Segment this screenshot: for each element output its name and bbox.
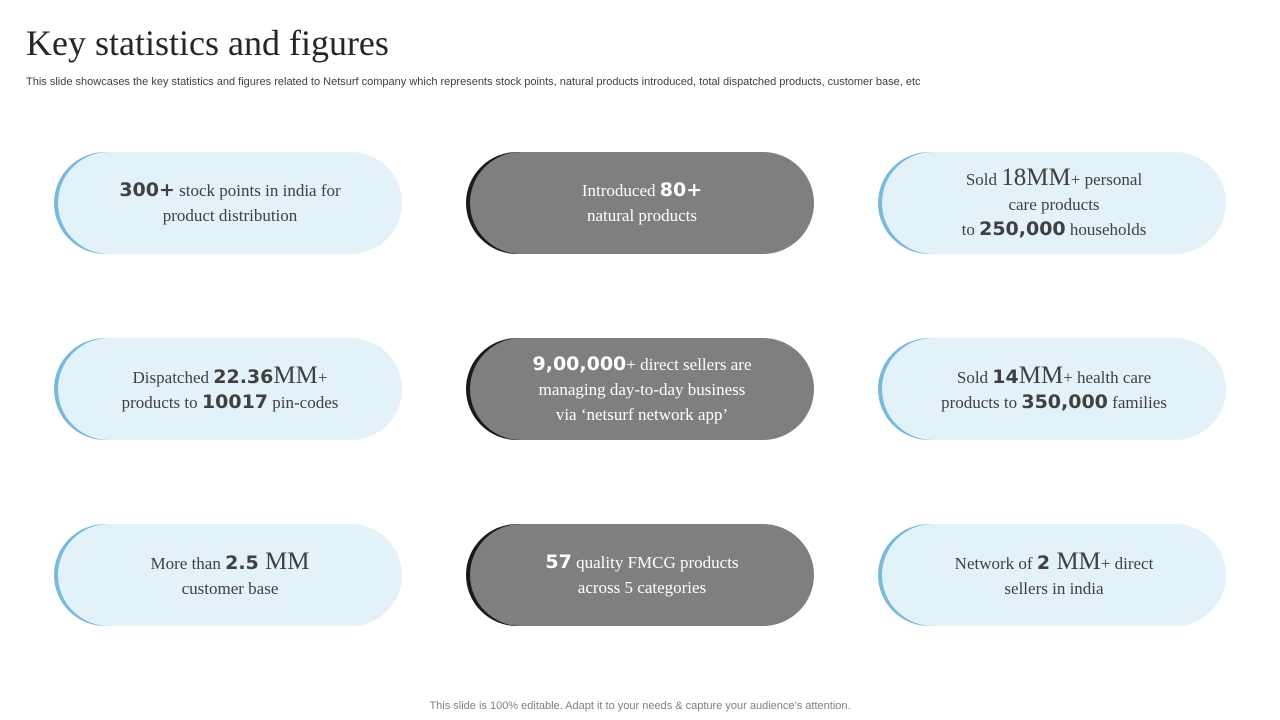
stat-value: 250,000 [979,217,1066,240]
stat-value: 14 [992,366,1019,388]
stat-label: More than [150,554,226,573]
stat-label: customer base [181,579,279,598]
stat-unit: MM [1018,362,1064,389]
stat-label: Sold [956,368,993,387]
stat-label: via ‘netsurf network app’ [555,404,729,424]
stat-value: 10017 [201,391,269,413]
stat-label: + direct sellers are [626,354,752,374]
stat-customer-base [58,524,402,626]
stat-network [882,524,1226,626]
stat-label: across 5 categories [577,578,707,597]
stat-label: Network of [954,554,1037,573]
stat-label: quality FMCG products [571,553,739,572]
stat-label: households [1065,219,1147,239]
stat-label: products to [121,393,202,412]
stat-label: to [961,219,980,239]
stat-natural-products [470,152,814,254]
stat-health-care-text [941,363,1167,415]
stat-label: natural products [586,206,697,225]
stat-unit: MM [273,362,318,389]
stat-direct-sellers-text [533,352,752,427]
stat-value: 350,000 [1021,391,1108,413]
stat-label: products to [941,393,1022,412]
stat-dispatched [58,338,402,440]
stat-value: 18MM [1001,163,1071,191]
stat-personal-care-text [962,165,1147,242]
stat-network-text [955,549,1154,601]
stat-label: + direct [1100,554,1154,573]
stat-customer-base-text [151,549,310,601]
stat-value: 2.5 [225,552,259,574]
stat-label: Dispatched [132,368,214,387]
stat-label: product distribution [162,206,298,225]
stat-natural-products-text [582,178,702,228]
stat-label: stock points in india for [174,181,341,200]
stat-dispatched-text [122,363,339,415]
stat-health-care [882,338,1226,440]
stat-value: 22.36 [213,366,274,388]
stat-fmcg [470,524,814,626]
stat-label: pin-codes [268,393,339,412]
stat-label: + health care [1063,368,1152,387]
stat-unit: MM [1050,548,1101,575]
stat-label: + [317,368,328,387]
stat-value: 80+ [659,179,703,201]
stat-value: 57 [545,551,572,573]
stat-label: Introduced [581,181,660,200]
stat-label: + personal [1070,169,1143,189]
stat-direct-sellers [470,338,814,440]
stat-label: Sold [965,169,1002,189]
slide-footer: This slide is 100% editable. Adapt it to your needs & capture your audience’s attention. [429,700,851,712]
stat-value: 300+ [119,179,175,201]
stat-value: 9,00,000 [532,352,627,375]
slide-title: Key statistics and figures [26,23,389,63]
slide-subtitle: This slide showcases the key statistics and figures related to Netsurf company which represents stock points, natural products introduced, total dispatched products, customer base, etc [26,76,921,88]
stat-personal-care [882,152,1226,254]
stat-label: care products [1008,194,1100,214]
stat-label: managing day-to-day business [538,379,746,399]
stat-label: sellers in india [1004,579,1104,598]
stat-label: families [1107,393,1167,412]
stat-value: 2 [1036,552,1051,574]
stat-fmcg-text [545,550,738,600]
stat-stock-points-text [119,178,340,228]
stat-stock-points [58,152,402,254]
stat-unit: MM [258,548,310,575]
